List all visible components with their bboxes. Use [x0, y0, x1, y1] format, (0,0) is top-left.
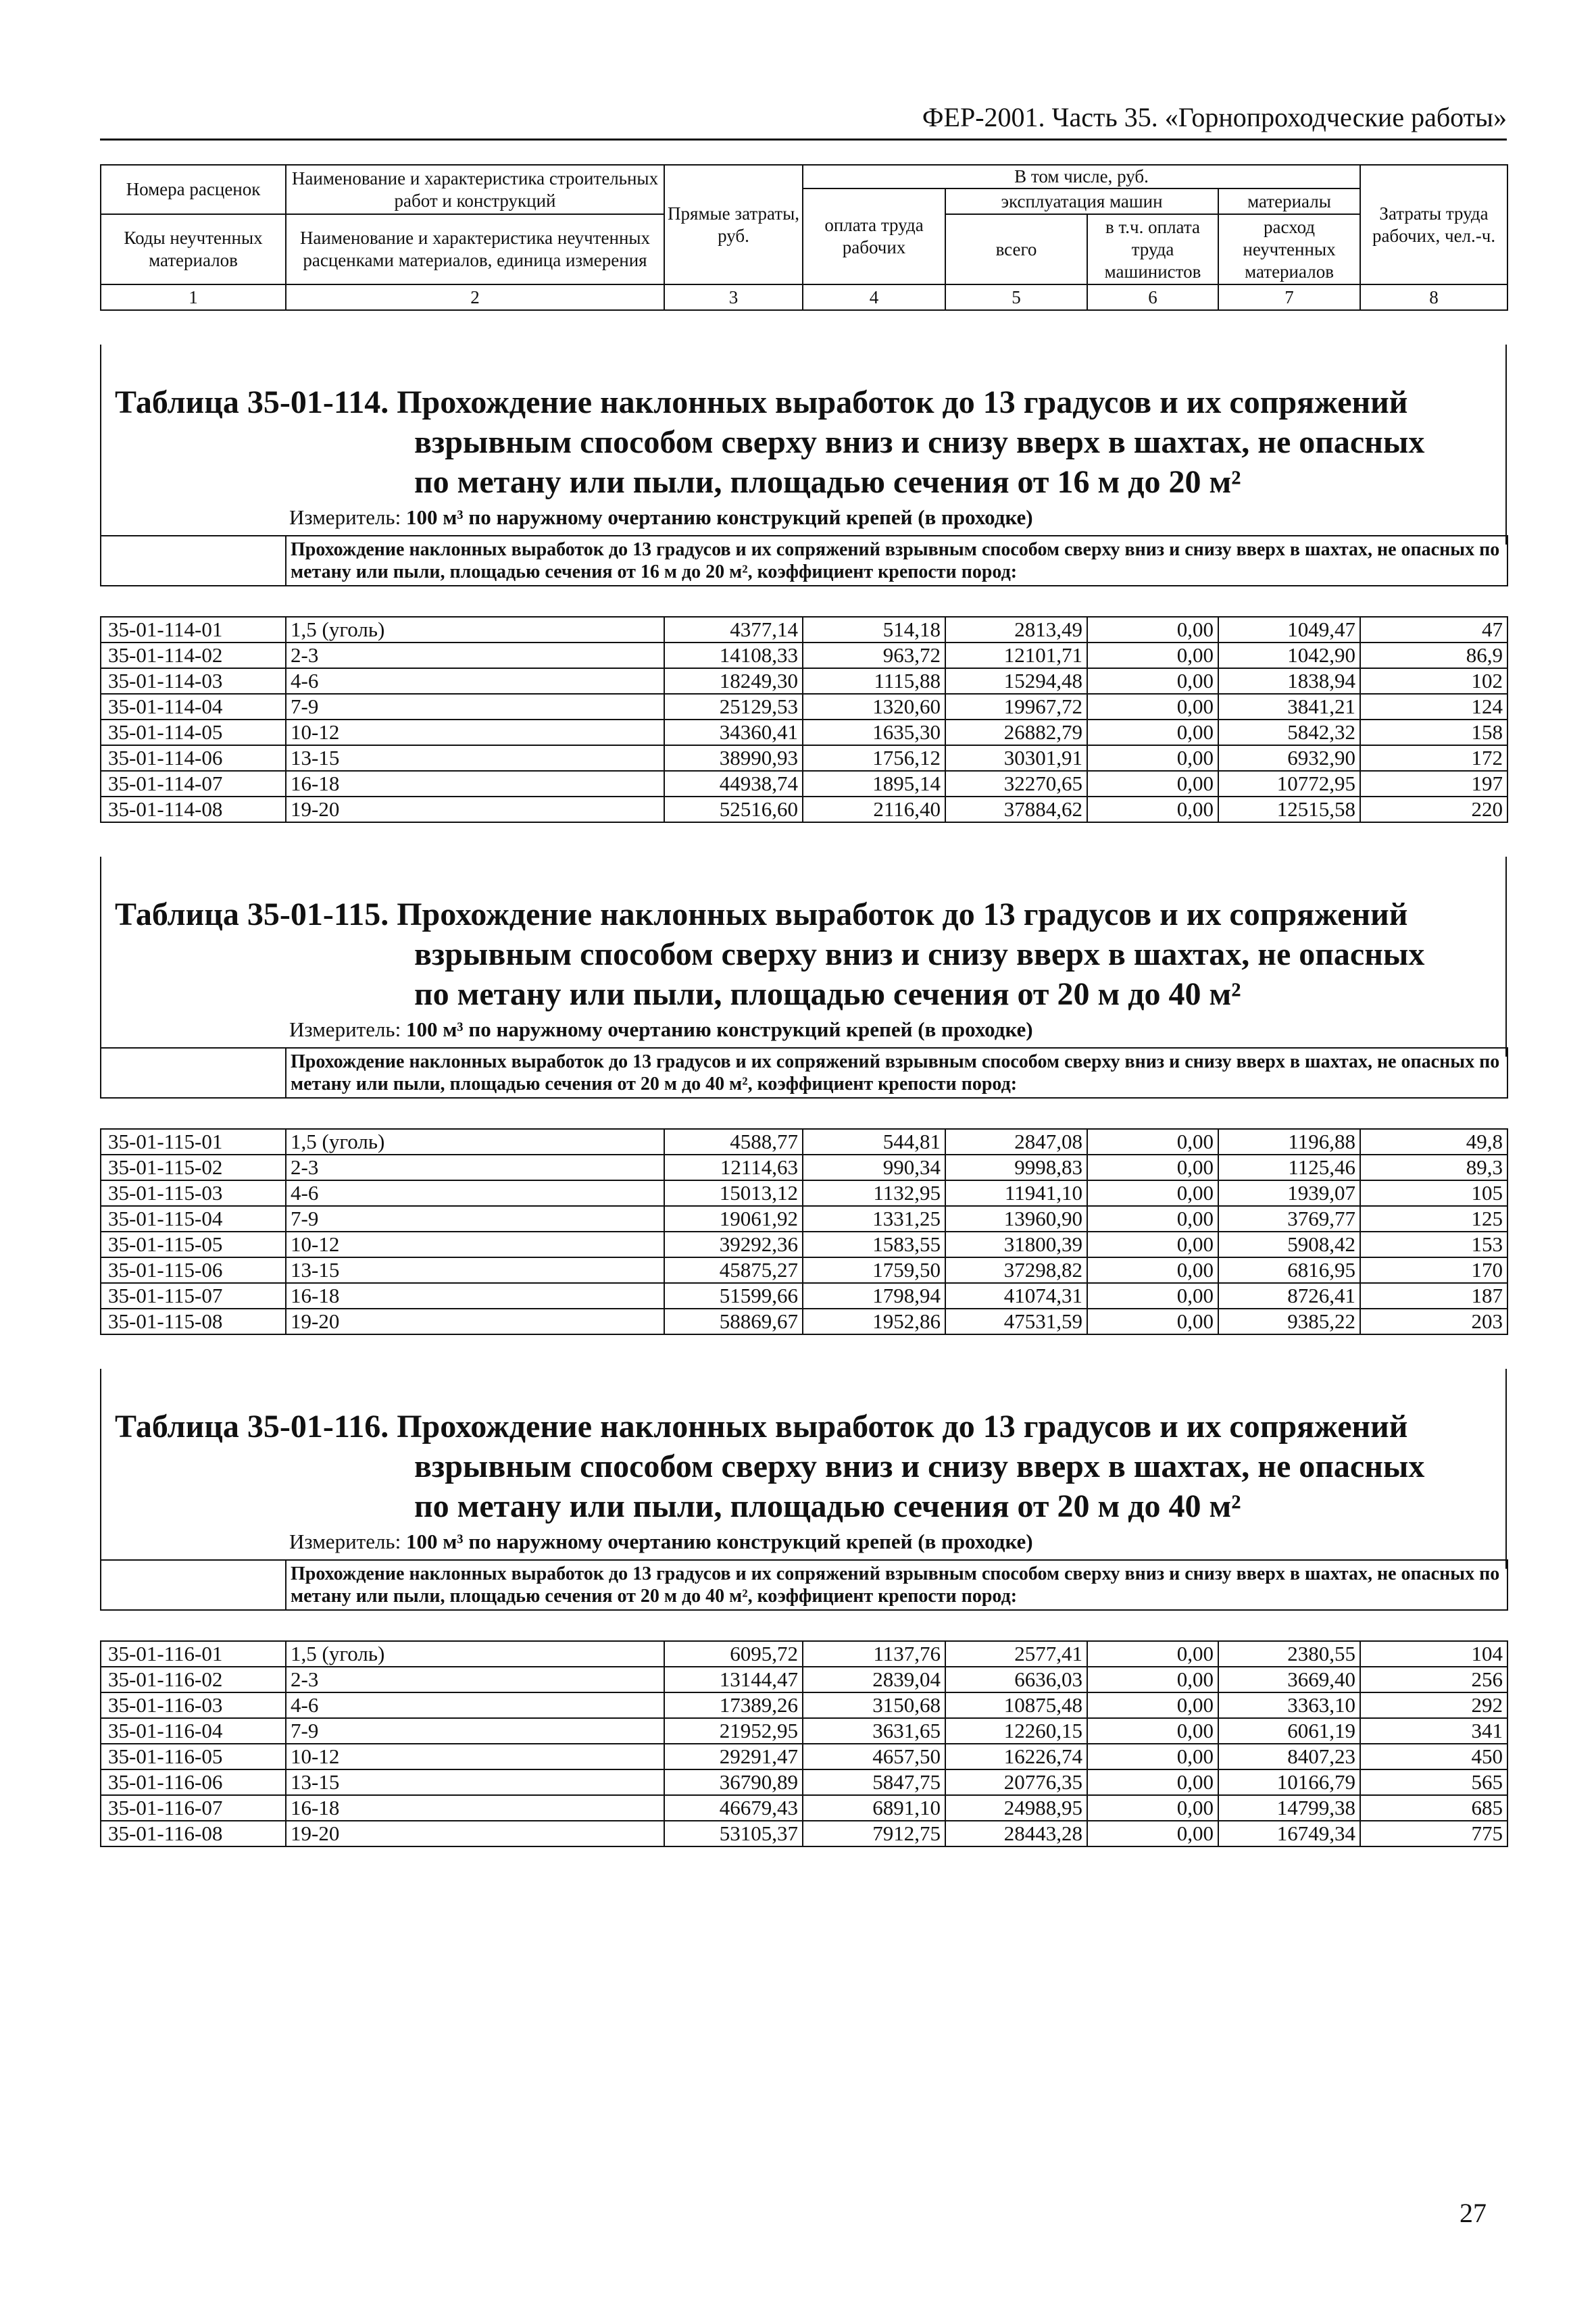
rock-hardness: 13-15 [286, 745, 664, 771]
rock-hardness: 16-18 [286, 1283, 664, 1309]
cost-value: 3150,68 [803, 1692, 945, 1718]
rock-hardness: 1,5 (уголь) [286, 1641, 664, 1667]
cost-value: 36790,89 [664, 1769, 803, 1795]
cost-value: 1838,94 [1218, 668, 1360, 694]
cost-value: 514,18 [803, 617, 945, 643]
table-section-114 [100, 345, 1507, 858]
cost-value: 2577,41 [945, 1641, 1087, 1667]
cost-value: 24988,95 [945, 1795, 1087, 1821]
rock-hardness: 10-12 [286, 720, 664, 745]
cost-value: 565 [1360, 1769, 1507, 1795]
cost-value: 0,00 [1087, 1795, 1218, 1821]
cost-value: 2380,55 [1218, 1641, 1360, 1667]
cost-value: 0,00 [1087, 1257, 1218, 1283]
cost-value: 86,9 [1360, 643, 1507, 668]
rate-code: 35-01-115-07 [101, 1283, 286, 1309]
cost-value: 0,00 [1087, 1667, 1218, 1692]
cost-value: 4657,50 [803, 1744, 945, 1769]
cost-value: 20776,35 [945, 1769, 1087, 1795]
cost-value: 125 [1360, 1206, 1507, 1232]
section-border [1505, 1369, 1507, 1569]
rate-code: 35-01-116-06 [101, 1769, 286, 1795]
cost-value: 45875,27 [664, 1257, 803, 1283]
table-row [101, 1155, 1507, 1180]
rate-code: 35-01-114-03 [101, 668, 286, 694]
cost-value: 172 [1360, 745, 1507, 771]
cost-value: 0,00 [1087, 1641, 1218, 1667]
col-number: 7 [1218, 284, 1360, 310]
rate-code: 35-01-115-08 [101, 1309, 286, 1334]
cost-value: 450 [1360, 1744, 1507, 1769]
rock-hardness: 2-3 [286, 643, 664, 668]
section-title: Таблица 35-01-115. Прохождение наклонных выработок до 13 градусов и их сопряжений взрывным способом сверху вниз и снизу вверх в шахтах, не опасных по метану или пыли, площадью сечения от 20 м до 40 м² [115, 897, 1425, 1012]
table-row [101, 1232, 1507, 1257]
cost-value: 12114,63 [664, 1155, 803, 1180]
table-row [101, 1667, 1507, 1692]
cost-value: 1798,94 [803, 1283, 945, 1309]
cost-value: 9998,83 [945, 1155, 1087, 1180]
cost-value: 2839,04 [803, 1667, 945, 1692]
cost-value: 14799,38 [1218, 1795, 1360, 1821]
table-row [101, 1795, 1507, 1821]
header-machine-total: всего [945, 214, 1087, 284]
measure-unit: Измеритель: 100 м³ по наружному очертанию конструкций крепей (в проходке) [289, 505, 1033, 529]
cost-value: 8726,41 [1218, 1283, 1360, 1309]
table-row [101, 1692, 1507, 1718]
col-number: 3 [664, 284, 803, 310]
cost-value: 256 [1360, 1667, 1507, 1692]
rock-hardness: 1,5 (уголь) [286, 1129, 664, 1155]
col-number: 6 [1087, 284, 1218, 310]
rock-hardness: 10-12 [286, 1232, 664, 1257]
rate-description: Прохождение наклонных выработок до 13 градусов и их сопряжений взрывным способом сверху вниз и снизу вверх в шахтах, не опасных по метану или пыли, площадью сечения от 16 м до 20 м², коэффициент крепости пород: [100, 535, 1508, 586]
header-operator-pay: в т.ч. оплата труда машинистов [1087, 214, 1218, 284]
rock-hardness: 16-18 [286, 771, 664, 797]
cost-value: 34360,41 [664, 720, 803, 745]
cost-value: 3669,40 [1218, 1667, 1360, 1692]
cost-value: 1331,25 [803, 1206, 945, 1232]
cost-value: 38990,93 [664, 745, 803, 771]
rate-code: 35-01-114-08 [101, 797, 286, 822]
rock-hardness: 4-6 [286, 1692, 664, 1718]
cost-value: 30301,91 [945, 745, 1087, 771]
cost-value: 1042,90 [1218, 643, 1360, 668]
cost-value: 0,00 [1087, 1283, 1218, 1309]
cost-value: 51599,66 [664, 1283, 803, 1309]
table-row [101, 617, 1507, 643]
table-row [101, 1309, 1507, 1334]
cost-value: 17389,26 [664, 1692, 803, 1718]
rock-hardness: 4-6 [286, 1180, 664, 1206]
cost-value: 1125,46 [1218, 1155, 1360, 1180]
rate-code: 35-01-114-01 [101, 617, 286, 643]
section-border [1505, 857, 1507, 1057]
header-rule [100, 139, 1507, 141]
rates-table [100, 616, 1508, 823]
cost-value: 0,00 [1087, 720, 1218, 745]
rate-description: Прохождение наклонных выработок до 13 градусов и их сопряжений взрывным способом сверху вниз и снизу вверх в шахтах, не опасных по метану или пыли, площадью сечения от 20 м до 40 м², коэффициент крепости пород: [100, 1559, 1508, 1611]
cost-value: 58869,67 [664, 1309, 803, 1334]
rate-code: 35-01-115-05 [101, 1232, 286, 1257]
cost-value: 990,34 [803, 1155, 945, 1180]
cost-value: 52516,60 [664, 797, 803, 822]
section-border [100, 1369, 101, 1569]
rate-code: 35-01-114-02 [101, 643, 286, 668]
table-row [101, 720, 1507, 745]
column-header-table [100, 164, 1508, 311]
rate-code: 35-01-116-03 [101, 1692, 286, 1718]
rock-hardness: 13-15 [286, 1769, 664, 1795]
cost-value: 0,00 [1087, 797, 1218, 822]
cost-value: 0,00 [1087, 771, 1218, 797]
cost-value: 5908,42 [1218, 1232, 1360, 1257]
cost-value: 12515,58 [1218, 797, 1360, 822]
rock-hardness: 7-9 [286, 1206, 664, 1232]
rate-code: 35-01-116-05 [101, 1744, 286, 1769]
cost-value: 44938,74 [664, 771, 803, 797]
cost-value: 21952,95 [664, 1718, 803, 1744]
rock-hardness: 4-6 [286, 668, 664, 694]
cost-value: 775 [1360, 1821, 1507, 1846]
cost-value: 3631,65 [803, 1718, 945, 1744]
header-rate-numbers: Номера расценок [101, 165, 286, 214]
cost-value: 3841,21 [1218, 694, 1360, 720]
header-including-group: В том числе, руб. [803, 165, 1360, 188]
table-row [101, 1769, 1507, 1795]
rock-hardness: 1,5 (уголь) [286, 617, 664, 643]
cost-value: 3363,10 [1218, 1692, 1360, 1718]
cost-value: 19967,72 [945, 694, 1087, 720]
cost-value: 1635,30 [803, 720, 945, 745]
header-material-codes: Коды неучтенных материалов [101, 214, 286, 284]
col-number: 8 [1360, 284, 1507, 310]
table-row [101, 1180, 1507, 1206]
header-worker-pay: оплата труда рабочих [803, 188, 945, 284]
cost-value: 341 [1360, 1718, 1507, 1744]
cost-value: 5842,32 [1218, 720, 1360, 745]
cost-value: 13144,47 [664, 1667, 803, 1692]
cost-value: 0,00 [1087, 694, 1218, 720]
table-row [101, 1257, 1507, 1283]
cost-value: 102 [1360, 668, 1507, 694]
cost-value: 10875,48 [945, 1692, 1087, 1718]
measure-unit: Измеритель: 100 м³ по наружному очертанию конструкций крепей (в проходке) [289, 1530, 1033, 1553]
rock-hardness: 2-3 [286, 1155, 664, 1180]
cost-value: 9385,22 [1218, 1309, 1360, 1334]
cost-value: 7912,75 [803, 1821, 945, 1846]
table-row [101, 745, 1507, 771]
cost-value: 0,00 [1087, 1129, 1218, 1155]
cost-value: 963,72 [803, 643, 945, 668]
rate-description: Прохождение наклонных выработок до 13 градусов и их сопряжений взрывным способом сверху вниз и снизу вверх в шахтах, не опасных по метану или пыли, площадью сечения от 20 м до 40 м², коэффициент крепости пород: [100, 1047, 1508, 1099]
cost-value: 16749,34 [1218, 1821, 1360, 1846]
header-material-name: Наименование и характеристика неучтенных расценками материалов, единица измерения [286, 214, 664, 284]
page-number: 27 [1460, 2198, 1487, 2228]
cost-value: 15013,12 [664, 1180, 803, 1206]
cost-value: 32270,65 [945, 771, 1087, 797]
cost-value: 153 [1360, 1232, 1507, 1257]
rate-code: 35-01-115-03 [101, 1180, 286, 1206]
cost-value: 197 [1360, 771, 1507, 797]
header-direct-costs: Прямые затраты, руб. [664, 165, 803, 284]
rate-code: 35-01-116-01 [101, 1641, 286, 1667]
rock-hardness: 2-3 [286, 1667, 664, 1692]
cost-value: 26882,79 [945, 720, 1087, 745]
cost-value: 19061,92 [664, 1206, 803, 1232]
section-border [1505, 345, 1507, 545]
rock-hardness: 7-9 [286, 694, 664, 720]
cost-value: 0,00 [1087, 668, 1218, 694]
cost-value: 0,00 [1087, 745, 1218, 771]
cost-value: 16226,74 [945, 1744, 1087, 1769]
cost-value: 0,00 [1087, 1155, 1218, 1180]
cost-value: 1952,86 [803, 1309, 945, 1334]
rock-hardness: 10-12 [286, 1744, 664, 1769]
header-material-use: расход неучтенных материалов [1218, 214, 1360, 284]
cost-value: 11941,10 [945, 1180, 1087, 1206]
table-row [101, 797, 1507, 822]
rate-code: 35-01-115-04 [101, 1206, 286, 1232]
rate-code: 35-01-116-02 [101, 1667, 286, 1692]
cost-value: 1939,07 [1218, 1180, 1360, 1206]
cost-value: 37884,62 [945, 797, 1087, 822]
table-row [101, 1821, 1507, 1846]
cost-value: 0,00 [1087, 1180, 1218, 1206]
cost-value: 2116,40 [803, 797, 945, 822]
cost-value: 203 [1360, 1309, 1507, 1334]
cost-value: 1759,50 [803, 1257, 945, 1283]
rock-hardness: 19-20 [286, 1309, 664, 1334]
cost-value: 46679,43 [664, 1795, 803, 1821]
cost-value: 1196,88 [1218, 1129, 1360, 1155]
cost-value: 2847,08 [945, 1129, 1087, 1155]
cost-value: 0,00 [1087, 1206, 1218, 1232]
col-number: 4 [803, 284, 945, 310]
cost-value: 5847,75 [803, 1769, 945, 1795]
cost-value: 2813,49 [945, 617, 1087, 643]
cost-value: 187 [1360, 1283, 1507, 1309]
cost-value: 6636,03 [945, 1667, 1087, 1692]
cost-value: 6061,19 [1218, 1718, 1360, 1744]
cost-value: 105 [1360, 1180, 1507, 1206]
header-machine-group: эксплуатация машин [945, 188, 1218, 214]
table-row [101, 1744, 1507, 1769]
section-title: Таблица 35-01-116. Прохождение наклонных выработок до 13 градусов и их сопряжений взрывным способом сверху вниз и снизу вверх в шахтах, не опасных по метану или пыли, площадью сечения от 20 м до 40 м² [115, 1409, 1425, 1524]
table-row [101, 771, 1507, 797]
rate-code: 35-01-116-04 [101, 1718, 286, 1744]
cost-value: 544,81 [803, 1129, 945, 1155]
col-number: 5 [945, 284, 1087, 310]
cost-value: 0,00 [1087, 1309, 1218, 1334]
cost-value: 28443,28 [945, 1821, 1087, 1846]
rate-code: 35-01-115-01 [101, 1129, 286, 1155]
cost-value: 1132,95 [803, 1180, 945, 1206]
cost-value: 29291,47 [664, 1744, 803, 1769]
cost-value: 6932,90 [1218, 745, 1360, 771]
table-row [101, 1718, 1507, 1744]
col-number: 2 [286, 284, 664, 310]
cost-value: 89,3 [1360, 1155, 1507, 1180]
cost-value: 0,00 [1087, 1692, 1218, 1718]
cost-value: 4377,14 [664, 617, 803, 643]
cost-value: 0,00 [1087, 617, 1218, 643]
cost-value: 220 [1360, 797, 1507, 822]
table-row [101, 694, 1507, 720]
col-number: 1 [101, 284, 286, 310]
cost-value: 3769,77 [1218, 1206, 1360, 1232]
measure-unit: Измеритель: 100 м³ по наружному очертанию конструкций крепей (в проходке) [289, 1017, 1033, 1041]
table-row [101, 1129, 1507, 1155]
cost-value: 4588,77 [664, 1129, 803, 1155]
table-row [101, 1641, 1507, 1667]
cost-value: 1115,88 [803, 668, 945, 694]
rate-code: 35-01-115-02 [101, 1155, 286, 1180]
cost-value: 170 [1360, 1257, 1507, 1283]
cost-value: 8407,23 [1218, 1744, 1360, 1769]
rate-code: 35-01-114-05 [101, 720, 286, 745]
table-row [101, 1206, 1507, 1232]
section-title: Таблица 35-01-114. Прохождение наклонных выработок до 13 градусов и их сопряжений взрывным способом сверху вниз и снизу вверх в шахтах, не опасных по метану или пыли, площадью сечения от 16 м до 20 м² [115, 384, 1425, 500]
cost-value: 13960,90 [945, 1206, 1087, 1232]
cost-value: 124 [1360, 694, 1507, 720]
cost-value: 31800,39 [945, 1232, 1087, 1257]
table-row [101, 668, 1507, 694]
cost-value: 18249,30 [664, 668, 803, 694]
cost-value: 12101,71 [945, 643, 1087, 668]
rock-hardness: 7-9 [286, 1718, 664, 1744]
cost-value: 25129,53 [664, 694, 803, 720]
cost-value: 6891,10 [803, 1795, 945, 1821]
cost-value: 1756,12 [803, 745, 945, 771]
header-materials-group: материалы [1218, 188, 1360, 214]
cost-value: 104 [1360, 1641, 1507, 1667]
cost-value: 0,00 [1087, 643, 1218, 668]
rate-code: 35-01-115-06 [101, 1257, 286, 1283]
cost-value: 47531,59 [945, 1309, 1087, 1334]
rock-hardness: 16-18 [286, 1795, 664, 1821]
rates-table [100, 1128, 1508, 1335]
cost-value: 0,00 [1087, 1744, 1218, 1769]
section-border [100, 857, 101, 1057]
cost-value: 0,00 [1087, 1769, 1218, 1795]
rate-code: 35-01-116-07 [101, 1795, 286, 1821]
cost-value: 158 [1360, 720, 1507, 745]
cost-value: 53105,37 [664, 1821, 803, 1846]
table-section-115 [100, 857, 1507, 1370]
rates-table [100, 1640, 1508, 1847]
cost-value: 49,8 [1360, 1129, 1507, 1155]
cost-value: 41074,31 [945, 1283, 1087, 1309]
cost-value: 10166,79 [1218, 1769, 1360, 1795]
rate-code: 35-01-114-06 [101, 745, 286, 771]
cost-value: 1895,14 [803, 771, 945, 797]
rate-code: 35-01-114-07 [101, 771, 286, 797]
cost-value: 1137,76 [803, 1641, 945, 1667]
rate-code: 35-01-114-04 [101, 694, 286, 720]
cost-value: 10772,95 [1218, 771, 1360, 797]
table-row [101, 1283, 1507, 1309]
running-header: ФЕР-2001. Часть 35. «Горнопроходческие работы» [922, 102, 1507, 132]
cost-value: 37298,82 [945, 1257, 1087, 1283]
rock-hardness: 19-20 [286, 797, 664, 822]
cost-value: 0,00 [1087, 1718, 1218, 1744]
cost-value: 12260,15 [945, 1718, 1087, 1744]
cost-value: 1049,47 [1218, 617, 1360, 643]
rock-hardness: 13-15 [286, 1257, 664, 1283]
header-work-name: Наименование и характеристика строительных работ и конструкций [286, 165, 664, 214]
cost-value: 292 [1360, 1692, 1507, 1718]
cost-value: 685 [1360, 1795, 1507, 1821]
rock-hardness: 19-20 [286, 1821, 664, 1846]
cost-value: 15294,48 [945, 668, 1087, 694]
cost-value: 0,00 [1087, 1232, 1218, 1257]
cost-value: 0,00 [1087, 1821, 1218, 1846]
rate-code: 35-01-116-08 [101, 1821, 286, 1846]
table-section-116 [100, 1369, 1507, 1882]
table-row [101, 643, 1507, 668]
cost-value: 1320,60 [803, 694, 945, 720]
cost-value: 6095,72 [664, 1641, 803, 1667]
header-labor-costs: Затраты труда рабочих, чел.-ч. [1360, 165, 1507, 284]
cost-value: 39292,36 [664, 1232, 803, 1257]
cost-value: 1583,55 [803, 1232, 945, 1257]
cost-value: 6816,95 [1218, 1257, 1360, 1283]
section-border [100, 345, 101, 545]
cost-value: 14108,33 [664, 643, 803, 668]
cost-value: 47 [1360, 617, 1507, 643]
